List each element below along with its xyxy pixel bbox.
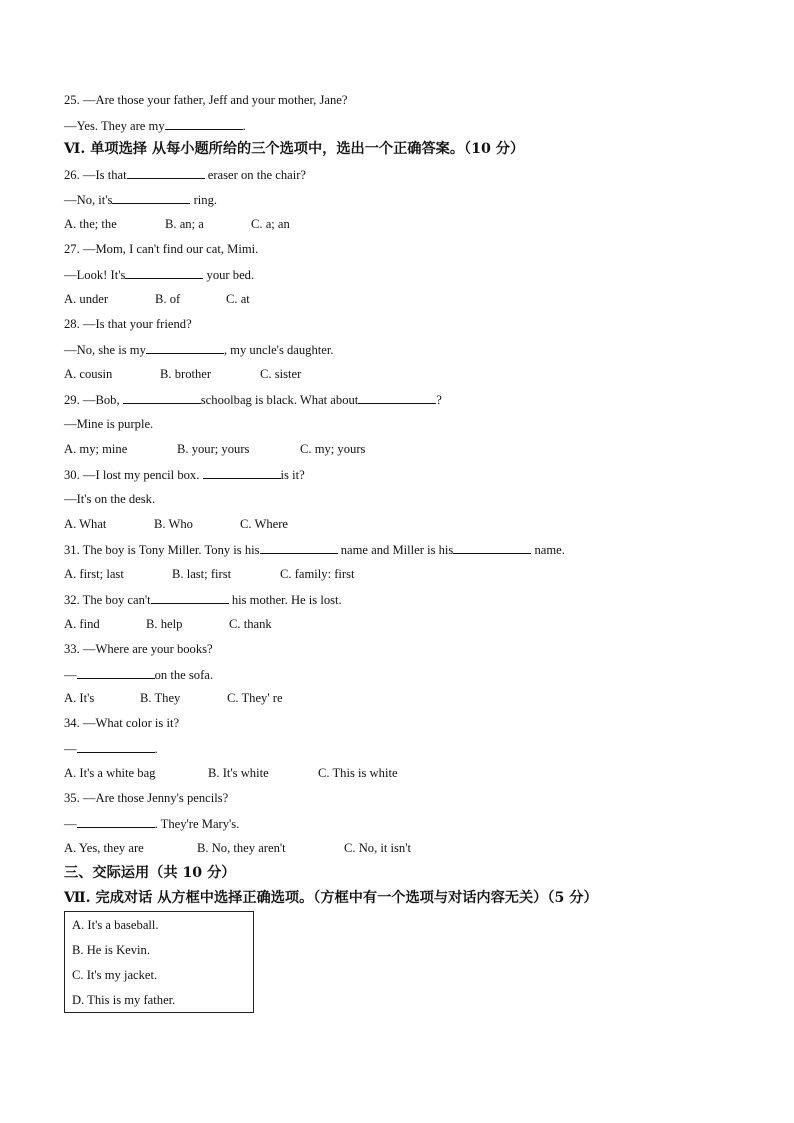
section-6-heading: Ⅵ. 单项选择 从每小题所给的三个选项中，选出一个正确答案。（10 分）: [64, 141, 525, 157]
option-a: A. What: [64, 517, 107, 531]
q28-line2: —No, she is my , my uncle's daughter.: [64, 343, 334, 357]
part-3-heading: 三、交际运用（共 10 分）: [64, 865, 236, 881]
q27-options: [64, 291, 250, 307]
q35-line1: 35. —Are those Jenny's pencils?: [64, 791, 229, 805]
option-b: B. brother: [160, 367, 212, 381]
option-b: B. No, they aren't: [197, 841, 286, 855]
option-c: C. thank: [229, 617, 272, 631]
option-c: C. sister: [260, 367, 302, 381]
q29-options: [64, 441, 365, 457]
option-c: C. a; an: [251, 217, 290, 231]
q29-line2: —Mine is purple.: [64, 417, 154, 431]
box-option-b: B. He is Kevin.: [72, 943, 151, 957]
q35-line2: — . They're Mary's.: [64, 817, 240, 831]
option-a: A. find: [64, 617, 100, 631]
answer-blank[interactable]: [77, 740, 155, 753]
option-c: C. This is white: [318, 766, 398, 780]
answer-blank[interactable]: [146, 341, 224, 354]
option-b: B. last; first: [172, 567, 232, 581]
option-c: C. at: [226, 292, 250, 306]
options-box: [64, 911, 254, 1013]
q30-line1: 30. —I lost my pencil box. is it?: [64, 468, 305, 482]
option-c: C. Where: [240, 517, 289, 531]
q28-line1: 28. —Is that your friend?: [64, 317, 192, 331]
q34-line2: — .: [64, 742, 158, 756]
option-a: A. my; mine: [64, 442, 128, 456]
q27-line2: —Look! It's your bed.: [64, 268, 255, 282]
option-a: A. under: [64, 292, 109, 306]
q25-text: —Yes. They are my: [64, 119, 165, 133]
q35-options: [64, 840, 411, 856]
option-a: A. cousin: [64, 367, 113, 381]
q29-line1: 29. —Bob, schoolbag is black. What about ?: [64, 393, 442, 407]
option-a: A. It's a white bag: [64, 766, 156, 780]
option-b: B. help: [146, 617, 183, 631]
option-b: B. an; a: [165, 217, 204, 231]
q26-line1: 26. —Is that eraser on the chair?: [64, 168, 307, 182]
option-a: A. Yes, they are: [64, 841, 144, 855]
q32-line1: 32. The boy can't his mother. He is lost.: [64, 593, 342, 607]
answer-blank[interactable]: [127, 166, 205, 179]
answer-blank[interactable]: [151, 591, 229, 604]
answer-blank[interactable]: [112, 191, 190, 204]
q28-options: [64, 366, 301, 382]
box-option-a: A. It's a baseball.: [72, 918, 159, 932]
answer-blank[interactable]: [123, 391, 201, 404]
option-b: B. They: [140, 691, 181, 705]
option-b: B. of: [155, 292, 181, 306]
q34-options: [64, 765, 398, 781]
q26-line2: —No, it's ring.: [64, 193, 218, 207]
option-b: B. your; yours: [177, 442, 250, 456]
option-c: C. my; yours: [300, 442, 366, 456]
option-c: C. family: first: [280, 567, 355, 581]
q32-options: [64, 616, 272, 632]
q33-line2: — on the sofa.: [64, 668, 213, 682]
q26-options: [64, 216, 290, 232]
q30-options: [64, 516, 288, 532]
q25-line1: 25. —Are those your father, Jeff and your mother, Jane?: [64, 93, 348, 107]
answer-blank[interactable]: [203, 466, 281, 479]
q34-line1: 34. —What color is it?: [64, 716, 180, 730]
option-b: B. It's white: [208, 766, 269, 780]
q30-line2: —It's on the desk.: [64, 492, 156, 506]
answer-blank[interactable]: [125, 266, 203, 279]
answer-blank[interactable]: [77, 815, 155, 828]
answer-blank[interactable]: [358, 391, 436, 404]
option-c: C. No, it isn't: [344, 841, 411, 855]
q31-line1: 31. The boy is Tony Miller. Tony is his name and Miller is his name.: [64, 543, 565, 557]
answer-blank[interactable]: [165, 117, 243, 130]
answer-blank[interactable]: [453, 541, 531, 554]
box-option-c: C. It's my jacket.: [72, 968, 158, 982]
section-7-heading: Ⅶ. 完成对话 从方框中选择正确选项。（方框中有一个选项与对话内容无关）（5 分）: [64, 890, 598, 906]
option-b: B. Who: [154, 517, 193, 531]
q33-line1: 33. —Where are your books?: [64, 642, 213, 656]
option-a: A. the; the: [64, 217, 117, 231]
option-a: A. It's: [64, 691, 95, 705]
box-option-d: D. This is my father.: [72, 993, 176, 1007]
q33-options: [64, 690, 283, 706]
answer-blank[interactable]: [260, 541, 338, 554]
option-c: C. They' re: [227, 691, 283, 705]
q25-line2: —Yes. They are my .: [64, 119, 246, 133]
q27-line1: 27. —Mom, I can't find our cat, Mimi.: [64, 242, 259, 256]
option-a: A. first; last: [64, 567, 124, 581]
q31-options: [64, 566, 355, 582]
answer-blank[interactable]: [77, 666, 155, 679]
